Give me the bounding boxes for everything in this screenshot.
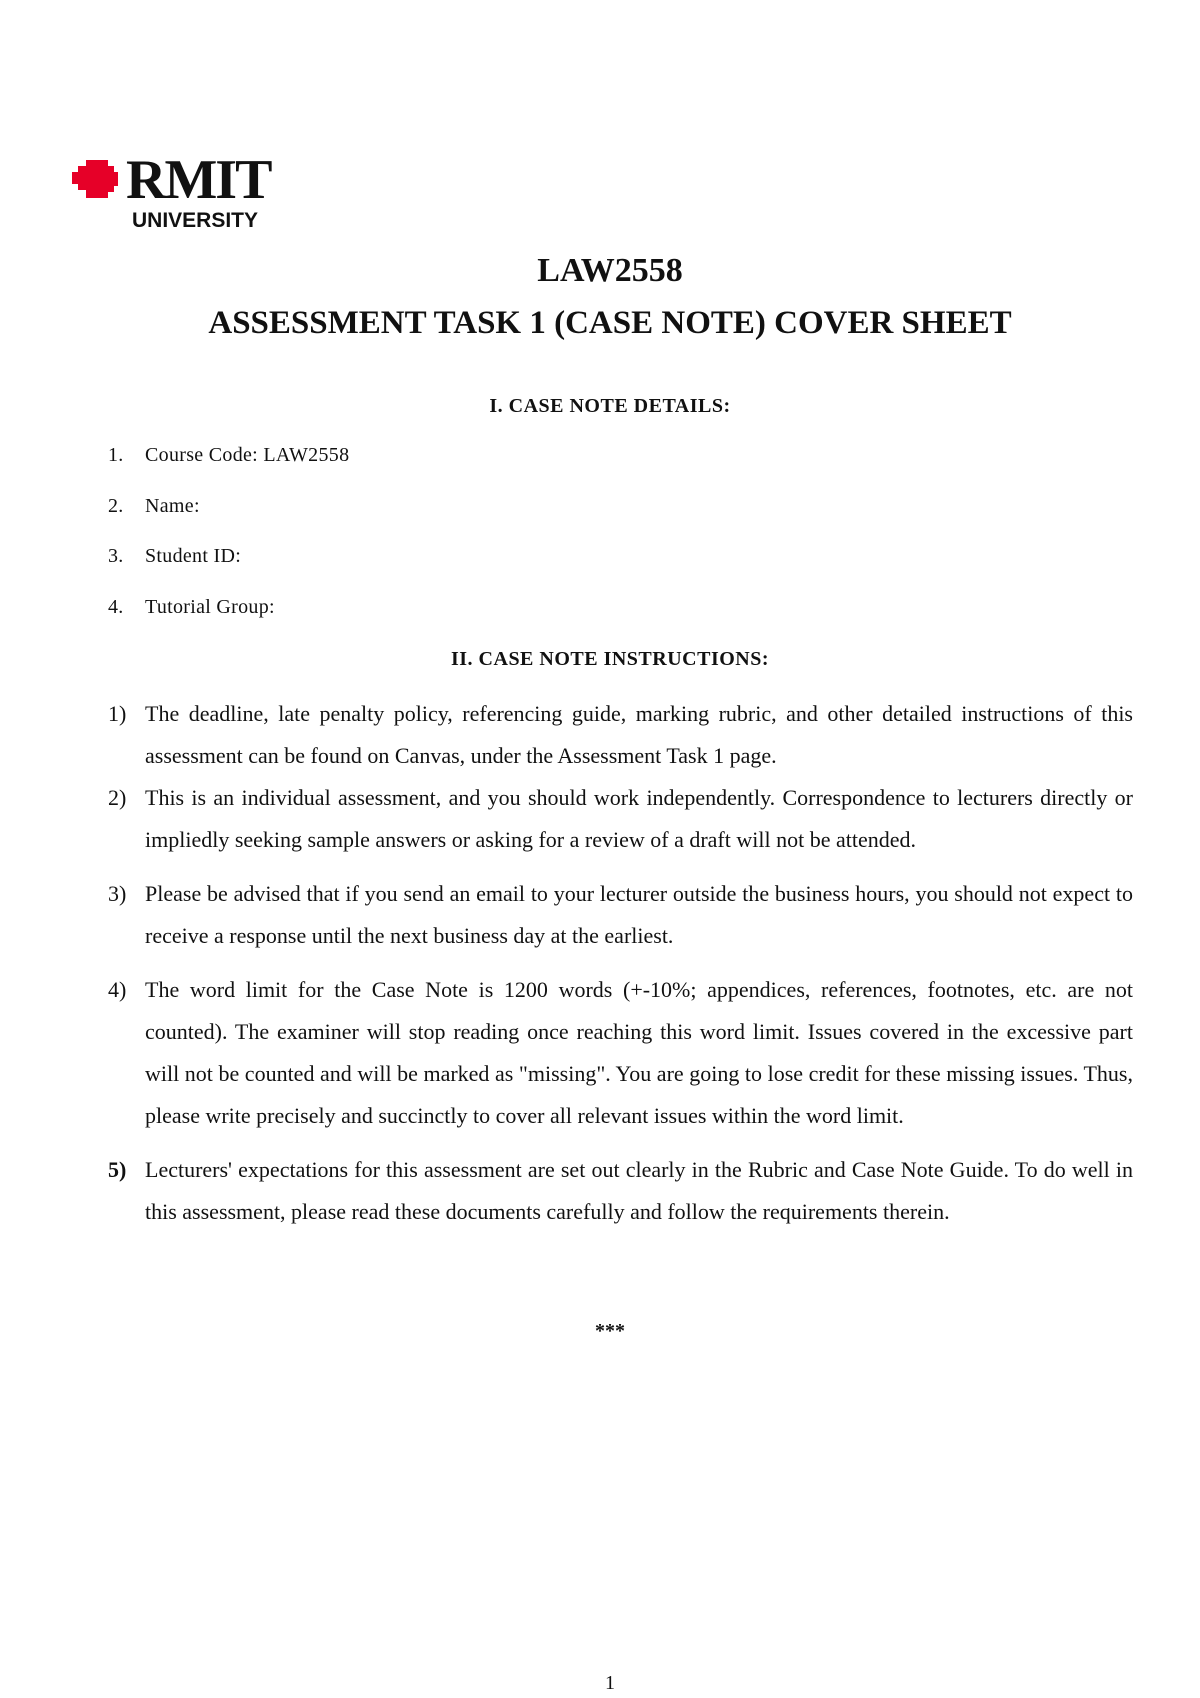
instruction-text: The word limit for the Case Note is 1200 words (+-10%; appendices, references, footnotes, etc. are not counted). The examiner will stop reading once reaching this word limit. Issues covered in the excessive part will not be counted and will be marked as "missing". You are going to lose credit for these missing issues. Thus, please write precisely and succinctly to cover all relevant issues within the word limit. (145, 977, 1133, 1128)
rmit-logo (72, 149, 282, 240)
document-title: ASSESSMENT TASK 1 (CASE NOTE) COVER SHEET (208, 305, 1012, 341)
list-item (108, 596, 349, 647)
item-number: 4. (108, 595, 124, 618)
instruction-text: Lecturers' expectations for this assessment are set out clearly in the Rubric and Case Note Guide. To do well in this assessment, please read these documents carefully and follow the requirements therein. (145, 1157, 1133, 1224)
instructions-list (108, 693, 1133, 1233)
details-list (108, 444, 349, 646)
item-number: 1. (108, 444, 124, 466)
instruction-item (108, 693, 1133, 777)
item-number: 2) (108, 785, 127, 810)
list-item (108, 495, 349, 546)
course-code-title: LAW2558 (537, 252, 683, 289)
item-number: 4) (108, 977, 127, 1002)
course-code-field: Course Code: LAW2558 (145, 444, 350, 466)
list-item (108, 545, 349, 596)
list-item (108, 444, 349, 495)
instruction-text: This is an individual assessment, and you should work independently. Correspondence to lecturers directly or impliedly seeking sample answers or asking for a review of a draft will not be attended. (145, 785, 1133, 852)
tutorial-group-field: Tutorial Group: (145, 595, 275, 618)
logo-subtitle: UNIVERSITY (132, 209, 259, 232)
logo-wordmark: RMIT (126, 149, 271, 211)
item-number: 3. (108, 545, 124, 567)
page-number: 1 (605, 1672, 615, 1694)
name-field: Name: (145, 494, 200, 517)
item-number: 3) (108, 881, 127, 906)
instruction-item (108, 969, 1133, 1137)
item-number: 5) (108, 1157, 127, 1182)
instruction-text: Please be advised that if you send an email to your lecturer outside the business hours, you should not expect to receive a response until the next business day at the earliest. (145, 881, 1133, 948)
student-id-field: Student ID: (145, 545, 242, 567)
end-marker: *** (595, 1320, 625, 1342)
instruction-item (108, 1149, 1133, 1233)
item-number: 2. (108, 494, 124, 517)
rmit-pixel-mark-icon (72, 158, 124, 210)
instruction-item (108, 777, 1133, 861)
instructions-heading: II. CASE NOTE INSTRUCTIONS: (450, 648, 770, 670)
instruction-text: The deadline, late penalty policy, referencing guide, marking rubric, and other detailed instructions of this assessment can be found on Canvas, under the Assessment Task 1 page. (145, 701, 1133, 768)
details-heading: I. CASE NOTE DETAILS: (489, 395, 731, 417)
item-number: 1) (108, 701, 127, 726)
instruction-item (108, 873, 1133, 957)
